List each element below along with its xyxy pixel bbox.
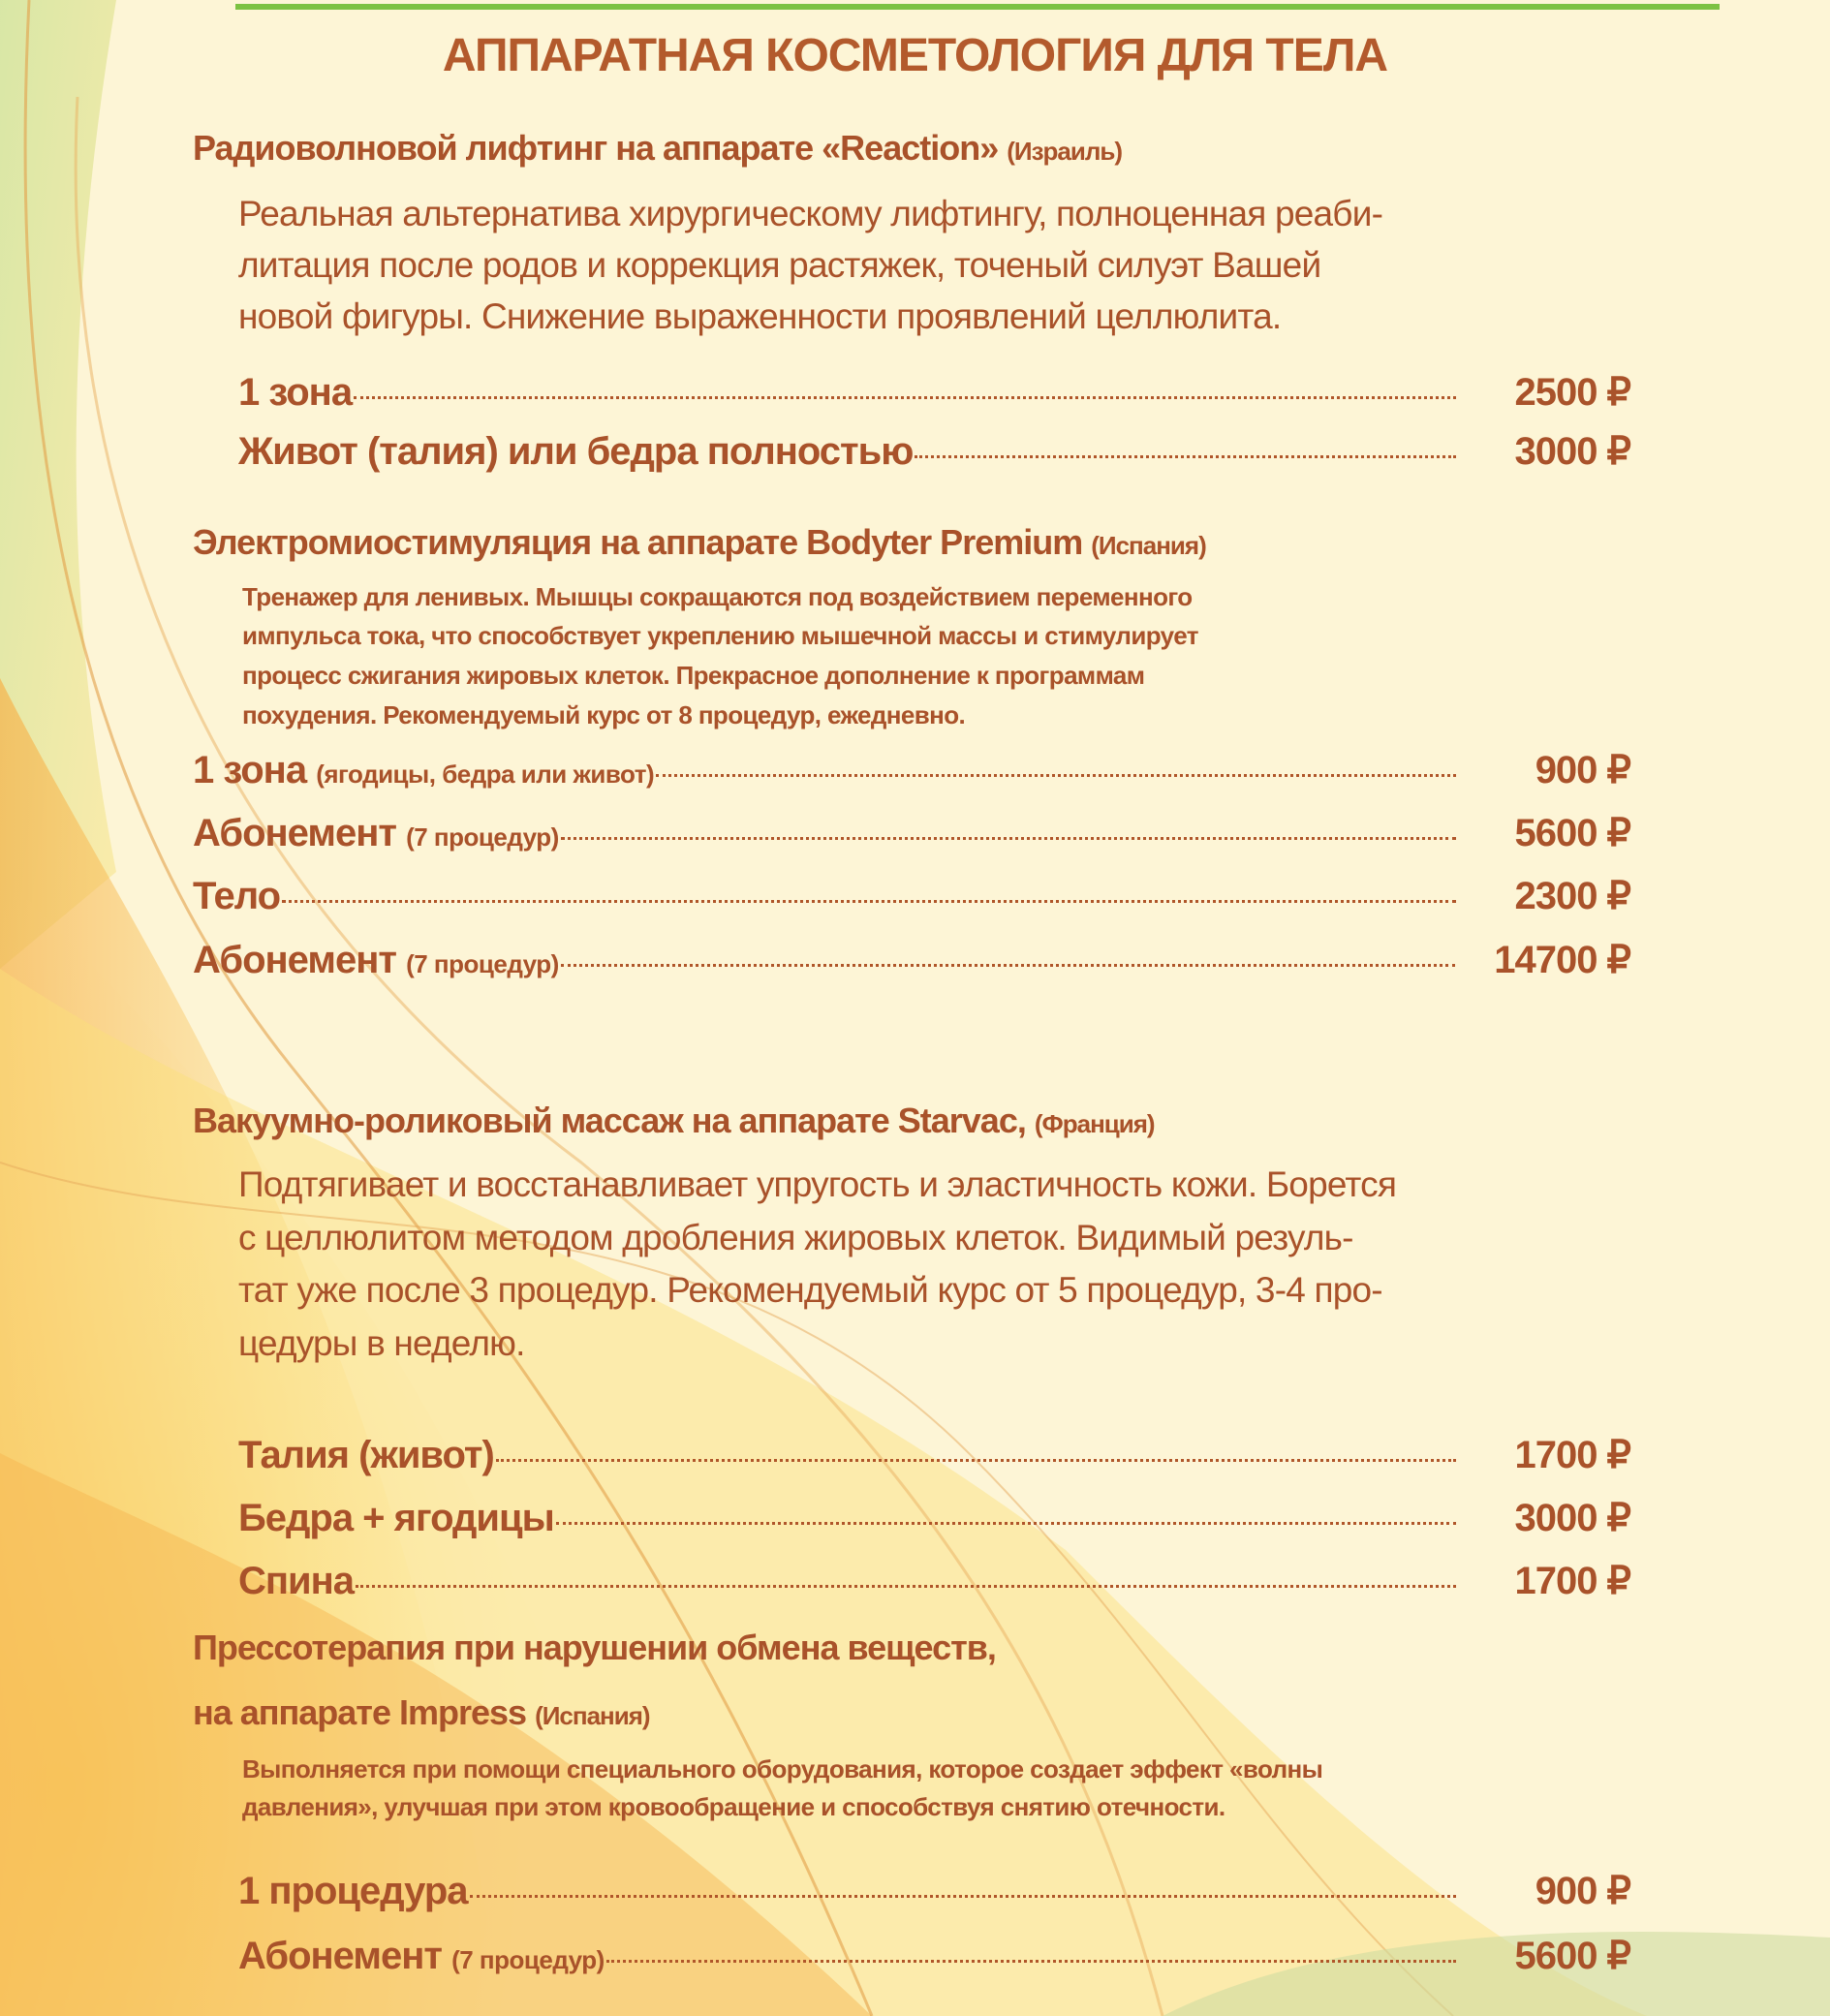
service-price: 2300 ₽	[1514, 875, 1630, 917]
service-price: 14700 ₽	[1494, 939, 1630, 981]
dot-leader	[561, 837, 1456, 840]
price-row	[238, 1433, 1630, 1477]
service-price: 900 ₽	[1535, 1870, 1630, 1912]
dot-leader	[915, 455, 1456, 458]
service-label: Бедра + ягодицы	[238, 1497, 554, 1539]
service-label: Абонемент (7 процедур)	[193, 812, 559, 854]
section-description-line: импульса тока, что способствует укреплению мышечной массы и стимулирует	[242, 621, 1198, 650]
service-price: 5600 ₽	[1514, 812, 1630, 854]
dot-leader	[356, 1585, 1456, 1588]
section-description-line: похудения. Рекомендуемый курс от 8 процедур, ежедневно.	[242, 700, 966, 729]
section-description-line: новой фигуры. Снижение выраженности проявлений целлюлита.	[238, 296, 1282, 336]
section-description-line: Выполняется при помощи специального оборудования, которое создает эффект «волны	[242, 1754, 1323, 1783]
service-price: 1700 ₽	[1514, 1434, 1630, 1476]
section-description-line: давления», улучшая при этом кровообращение и способствуя снятию отечности.	[242, 1792, 1225, 1821]
price-row	[193, 811, 1630, 855]
price-row	[238, 370, 1630, 415]
price-row	[238, 1869, 1630, 1913]
section-description-line: Подтягивает и восстанавливает упругость и эластичность кожи. Борется	[238, 1164, 1397, 1204]
section-description-line: Реальная альтернатива хирургическому лифтингу, полноценная реаби-	[238, 194, 1383, 233]
heading-country: (Израиль)	[1007, 137, 1123, 166]
price-row	[193, 938, 1630, 982]
price-row	[238, 1934, 1630, 1978]
price-row	[238, 429, 1630, 474]
service-label: 1 зона	[238, 371, 353, 414]
heading-country: (Испания)	[1091, 531, 1206, 560]
section-description-line: тат уже после 3 процедур. Рекомендуемый курс от 5 процедур, 3-4 про-	[238, 1270, 1382, 1310]
dot-leader	[282, 900, 1456, 903]
heading-country: (Франция)	[1034, 1109, 1155, 1138]
service-price: 900 ₽	[1535, 749, 1630, 791]
section-description-line: с целлюлитом методом дробления жировых клеток. Видимый резуль-	[238, 1218, 1353, 1257]
price-row	[238, 1496, 1630, 1540]
heading-country: (Испания)	[535, 1701, 650, 1730]
heading-text: на аппарате Impress	[193, 1692, 527, 1732]
section-description-line: цедуры в неделю.	[238, 1323, 525, 1363]
section-heading-line2	[193, 1692, 650, 1733]
service-label: Абонемент (7 процедур)	[238, 1935, 605, 1977]
service-label: 1 зона (ягодицы, бедра или живот)	[193, 749, 655, 791]
service-label: Живот (талия) или бедра полностью	[238, 430, 914, 473]
service-price: 3000 ₽	[1514, 430, 1630, 473]
heading-text: Электромиостимуляция на аппарате Bodyter Premium	[193, 522, 1083, 562]
page-title: АППАРАТНАЯ КОСМЕТОЛОГИЯ ДЛЯ ТЕЛА	[442, 30, 1388, 81]
service-label: Тело	[193, 875, 281, 917]
dot-leader	[354, 396, 1456, 399]
service-price: 1700 ₽	[1514, 1560, 1630, 1602]
service-label: Спина	[238, 1560, 355, 1602]
dot-leader	[606, 1960, 1456, 1963]
section-description-line: литация после родов и коррекция растяжек, точеный силуэт Вашей	[238, 245, 1321, 285]
service-price: 5600 ₽	[1514, 1935, 1630, 1977]
dot-leader	[561, 964, 1455, 967]
dot-leader	[556, 1522, 1456, 1525]
dot-leader	[470, 1895, 1457, 1898]
service-label: 1 процедура	[238, 1870, 468, 1912]
service-label: Абонемент (7 процедур)	[193, 939, 559, 981]
section-description-line: процесс сжигания жировых клеток. Прекрасное дополнение к программам	[242, 661, 1145, 690]
price-row	[238, 1559, 1630, 1603]
section-heading	[193, 522, 1206, 563]
price-row	[193, 748, 1630, 792]
price-row	[193, 874, 1630, 918]
section-heading: Прессотерапия при нарушении обмена веществ,	[193, 1628, 996, 1667]
dot-leader	[656, 774, 1456, 777]
section-description-line: Тренажер для ленивых. Мышцы сокращаются под воздействием переменного	[242, 582, 1193, 611]
section-heading	[193, 128, 1122, 169]
dot-leader	[496, 1459, 1456, 1462]
heading-text: Радиоволновой лифтинг на аппарате «Reaction»	[193, 128, 999, 168]
service-label: Талия (живот)	[238, 1434, 494, 1476]
heading-text: Вакуумно-роликовый массаж на аппарате Starvac,	[193, 1101, 1026, 1140]
section-heading	[193, 1101, 1155, 1141]
service-price: 2500 ₽	[1514, 371, 1630, 414]
top-accent-line	[235, 4, 1720, 10]
service-price: 3000 ₽	[1514, 1497, 1630, 1539]
